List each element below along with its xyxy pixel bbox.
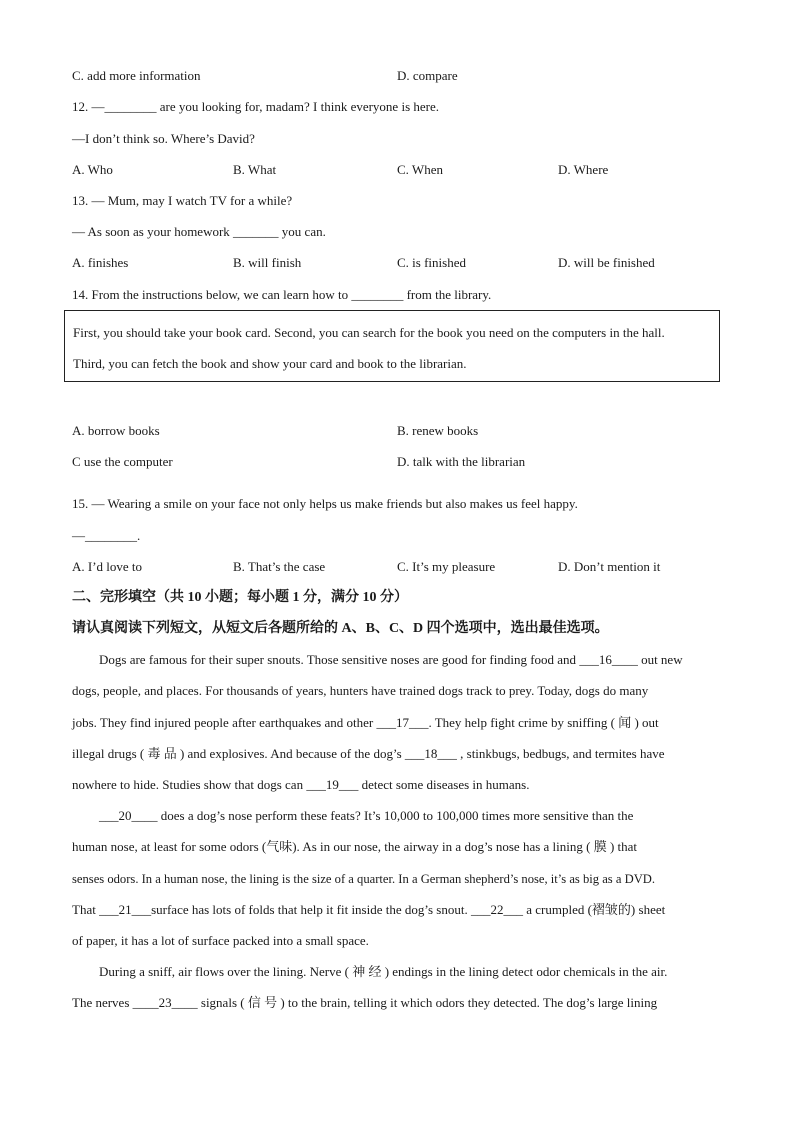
passage-text: signals ( 信 号 ) to the brain, telling it which odors they detected. The dog’s large lining <box>197 995 658 1010</box>
q13-option-a: A. finishes <box>72 255 129 270</box>
q15-option-d: D. Don’t mention it <box>558 559 661 574</box>
q14-stem: 14. From the instructions below, we can learn how to ________ from the library. <box>72 287 492 302</box>
passage-text: Dogs are famous for their super snouts. Those sensitive noses are good for finding food and <box>99 652 580 667</box>
passage-line: of paper, it has a lot of surface packed into a small space. <box>72 933 369 948</box>
q14-option-a: A. borrow books <box>72 423 160 438</box>
q12-option-a: A. Who <box>72 162 113 177</box>
blank-17: ___17___ <box>376 715 429 730</box>
blank-20: ___20____ <box>99 808 158 823</box>
q11-option-c: C. add more information <box>72 68 201 83</box>
passage-text: nowhere to hide. Studies show that dogs can <box>72 777 307 792</box>
q12-stem: 12. —________ are you looking for, madam? I think everyone is here. <box>72 99 439 114</box>
blank-22: ___22___ <box>470 902 523 917</box>
passage-text: surface has lots of folds that help it fit inside the dog’s snout. <box>151 902 471 917</box>
passage-text: . They help fight crime by sniffing ( 闻 ) out <box>428 715 659 730</box>
blank-16: ___16____ <box>579 652 638 667</box>
q14-option-b: B. renew books <box>397 423 479 438</box>
passage-line: dogs, people, and places. For thousands of years, hunters have trained dogs track to prey. Today, dogs do many <box>72 683 649 698</box>
q15-stem: 15. — Wearing a smile on your face not only helps us make friends but also makes us feel happy. <box>72 496 578 511</box>
passage-line <box>72 746 665 762</box>
passage-text: detect some diseases in humans. <box>358 777 530 792</box>
passage-line: During a sniff, air flows over the lining. Nerve ( 神 经 ) endings in the lining detect odor chemicals in the air. <box>99 964 668 979</box>
section-instruction: 请认真阅读下列短文，从短文后各题所给的 A、B、C、D 四个选项中，选出最佳选项。 <box>72 621 609 636</box>
passage-text: The nerves <box>72 995 133 1010</box>
passage-line <box>99 808 633 824</box>
q15-option-b: B. That’s the case <box>233 559 326 574</box>
q14-option-c: C use the computer <box>72 454 173 469</box>
blank-18: ___18___ <box>404 746 457 761</box>
q12-option-b: B. What <box>233 162 277 177</box>
q11-option-d: D. compare <box>397 68 458 83</box>
passage-text: out new <box>637 652 683 667</box>
q13-option-b: B. will finish <box>233 255 302 270</box>
q15-option-a: A. I’d love to <box>72 559 143 574</box>
q15-reply: —________. <box>72 528 141 543</box>
passage-line: senses odors. In a human nose, the lining is the size of a quarter. In a German shepherd’s nose, it’s as big as a DVD. <box>72 872 656 886</box>
passage-line: human nose, at least for some odors (气味). As in our nose, the airway in a dog’s nose has a lining ( 膜 ) that <box>72 839 638 854</box>
section-title: 二、完形填空（共 10 小题；每小题 1 分，满分 10 分） <box>72 590 408 605</box>
q13-stem: 13. — Mum, may I watch TV for a while? <box>72 193 293 208</box>
passage-text: a crumpled (褶皱的) sheet <box>522 902 666 917</box>
passage-text: , stinkbugs, bedbugs, and termites have <box>456 746 665 761</box>
passage-text: That <box>72 902 100 917</box>
passage-line <box>72 995 657 1011</box>
blank-19: ___19___ <box>306 777 359 792</box>
blank-23: ____23____ <box>132 995 198 1010</box>
q13-option-d: D. will be finished <box>558 255 655 270</box>
q14-option-d: D. talk with the librarian <box>397 454 526 469</box>
q13-reply: — As soon as your homework _______ you can. <box>72 224 326 239</box>
q12-reply: —I don’t think so. Where’s David? <box>72 131 255 146</box>
q12-option-c: C. When <box>397 162 443 177</box>
q15-option-c: C. It’s my pleasure <box>397 559 496 574</box>
q12-option-d: D. Where <box>558 162 609 177</box>
passage-text: illegal drugs ( 毒 品 ) and explosives. And because of the dog’s <box>72 746 405 761</box>
q14-instruction-box <box>64 310 720 382</box>
passage-line <box>72 777 529 793</box>
passage-line <box>72 902 665 918</box>
passage-line <box>99 652 683 668</box>
passage-text: jobs. They find injured people after earthquakes and other <box>72 715 377 730</box>
passage-text: does a dog’s nose perform these feats? It’s 10,000 to 100,000 times more sensitive than the <box>157 808 634 823</box>
q14-box-line-2: Third, you can fetch the book and show your card and book to the librarian. <box>73 356 467 371</box>
blank-21: ___21___ <box>99 902 152 917</box>
q14-box-line-1: First, you should take your book card. Second, you can search for the book you need on the computers in the hall. <box>73 325 665 340</box>
q13-option-c: C. is finished <box>397 255 466 270</box>
passage-line <box>72 715 659 731</box>
